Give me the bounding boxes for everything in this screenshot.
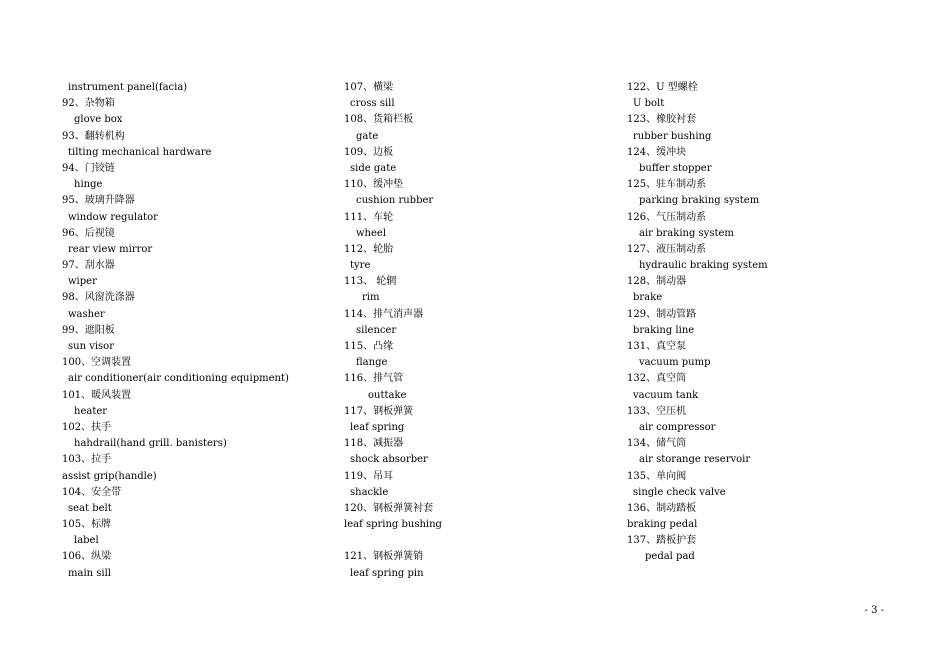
glossary-term-english: hydraulic braking system [639, 260, 768, 272]
glossary-term-chinese: 112、轮胎 [344, 243, 394, 255]
glossary-term-chinese: 117、钢板弹簧 [344, 405, 414, 417]
glossary-term-chinese: 132、真空筒 [627, 373, 687, 385]
glossary-term-chinese: 133、空压机 [627, 405, 687, 417]
glossary-term-chinese: 118、减振器 [344, 438, 404, 450]
glossary-term-chinese: 107、横梁 [344, 82, 394, 93]
glossary-term-english: air braking system [639, 227, 734, 239]
glossary-term-english: air storange reservoir [639, 454, 751, 466]
glossary-term-english: seat belt [68, 502, 112, 514]
glossary-term-english: wheel [356, 227, 387, 239]
glossary-term-chinese: 115、凸缘 [344, 341, 394, 352]
glossary-column-3 [627, 80, 907, 566]
glossary-term-english: glove box [74, 114, 123, 126]
glossary-term-english: cross sill [350, 98, 395, 110]
glossary-term-chinese: 113、 轮辋 [344, 276, 397, 288]
glossary-term-chinese: 124、缓冲块 [627, 146, 687, 158]
glossary-term-english: vacuum tank [633, 389, 699, 401]
glossary-term-english: leaf spring pin [350, 567, 424, 579]
glossary-term-chinese: 95、玻璃升降器 [62, 195, 135, 207]
glossary-term-english: heater [74, 405, 108, 417]
glossary-term-english: shackle [350, 486, 389, 498]
glossary-term-chinese: 119、吊耳 [344, 470, 394, 482]
glossary-term-english: rim [362, 292, 380, 304]
glossary-term-english: parking braking system [639, 195, 760, 207]
glossary-term-english: single check valve [633, 486, 726, 498]
glossary-term-english: gate [356, 130, 379, 142]
glossary-term-english: main sill [68, 567, 111, 579]
glossary-term-english: air compressor [639, 421, 716, 433]
glossary-term-chinese: 106、纵梁 [62, 551, 112, 563]
glossary-term-chinese: 128、制动器 [627, 276, 687, 288]
glossary-term-chinese: 100、空调装置 [62, 357, 132, 369]
glossary-term-chinese: 101、暖风装置 [62, 389, 132, 401]
glossary-term-chinese: 97、刮水器 [62, 260, 115, 272]
glossary-term-english: cushion rubber [356, 195, 434, 207]
glossary-term-chinese: 125、驻车制动系 [627, 179, 707, 191]
glossary-term-chinese: 120、钢板弹簧衬套 [344, 502, 434, 514]
glossary-term-chinese: 127、液压制动系 [627, 243, 707, 255]
glossary-term-english: washer [68, 308, 105, 320]
blank-line [344, 533, 604, 549]
glossary-term-english: tyre [350, 260, 371, 272]
glossary-term-chinese: 114、排气消声器 [344, 308, 424, 320]
glossary-term-english: U bolt [633, 98, 665, 110]
glossary-term-chinese: 102、扶手 [62, 421, 112, 433]
glossary-term-english: shock absorber [350, 454, 428, 466]
glossary-term-chinese: 110、缓冲垫 [344, 179, 404, 191]
glossary-term-chinese: 121、钢板弹簧销 [344, 551, 424, 563]
glossary-term-english: hinge [74, 179, 103, 191]
glossary-term-chinese: 111、车轮 [344, 211, 394, 223]
glossary-term-english: braking pedal [627, 519, 698, 531]
glossary-column-2 [344, 80, 604, 582]
glossary-term-chinese: 96、后视镜 [62, 227, 115, 239]
glossary-term-english: leaf spring [350, 421, 405, 433]
glossary-term-english: wiper [68, 276, 97, 288]
glossary-term-chinese: 134、储气筒 [627, 438, 687, 450]
glossary-term-chinese: 108、货箱栏板 [344, 114, 414, 126]
glossary-term-english: flange [356, 357, 388, 369]
glossary-term-chinese: 92、杂物箱 [62, 98, 115, 110]
glossary-term-english: brake [633, 292, 663, 304]
glossary-term-chinese: 105、标牌 [62, 519, 112, 531]
glossary-term-english: outtake [368, 389, 407, 401]
glossary-term-english: air conditioner(air conditioning equipment) [68, 373, 289, 385]
glossary-term-english: sun visor [68, 341, 114, 352]
glossary-term-english: leaf spring bushing [344, 519, 442, 531]
glossary-term-english: hahdrail(hand grill. banisters) [74, 438, 227, 450]
glossary-term-chinese: 116、排气管 [344, 373, 404, 385]
glossary-term-chinese: 93、翻转机构 [62, 130, 125, 142]
glossary-term-chinese: 126、气压制动系 [627, 211, 707, 223]
glossary-term-english: rear view mirror [68, 243, 153, 255]
glossary-term-chinese: 103、拉手 [62, 454, 112, 466]
glossary-term-english: assist grip(handle) [62, 470, 157, 482]
glossary-term-chinese: 122、U 型螺栓 [627, 82, 698, 93]
glossary-term-chinese: 98、风窗洗涤器 [62, 292, 135, 304]
glossary-term-english: label [74, 535, 99, 547]
glossary-term-english: buffer stopper [639, 162, 712, 174]
glossary-term-chinese: 104、安全带 [62, 486, 122, 498]
glossary-term-english: window regulator [68, 211, 158, 223]
glossary-term-chinese: 94、门铰链 [62, 162, 115, 174]
glossary-term-english: side gate [350, 162, 397, 174]
glossary-term-english: braking line [633, 324, 695, 336]
glossary-term-chinese: 109、边板 [344, 146, 394, 158]
glossary-term-chinese: 123、橡胶衬套 [627, 114, 697, 126]
glossary-term-chinese: 136、制动踏板 [627, 502, 697, 514]
glossary-term-chinese: 137、踏板护套 [627, 535, 697, 547]
glossary-term-chinese: 99、遮阳板 [62, 324, 115, 336]
glossary-term-english: silencer [356, 324, 397, 336]
glossary-term-chinese: 131、真空泵 [627, 341, 687, 352]
glossary-term-english: instrument panel(facia) [68, 82, 188, 93]
glossary-column-1 [62, 80, 332, 582]
glossary-term-chinese: 129、制动管路 [627, 308, 697, 320]
glossary-term-english: tilting mechanical hardware [68, 146, 212, 158]
glossary-term-english: rubber bushing [633, 130, 712, 142]
glossary-term-chinese: 135、单向阀 [627, 470, 687, 482]
glossary-term-english: vacuum pump [639, 357, 711, 369]
page-number: - 3 - [864, 605, 884, 616]
glossary-term-english: pedal pad [645, 551, 695, 563]
